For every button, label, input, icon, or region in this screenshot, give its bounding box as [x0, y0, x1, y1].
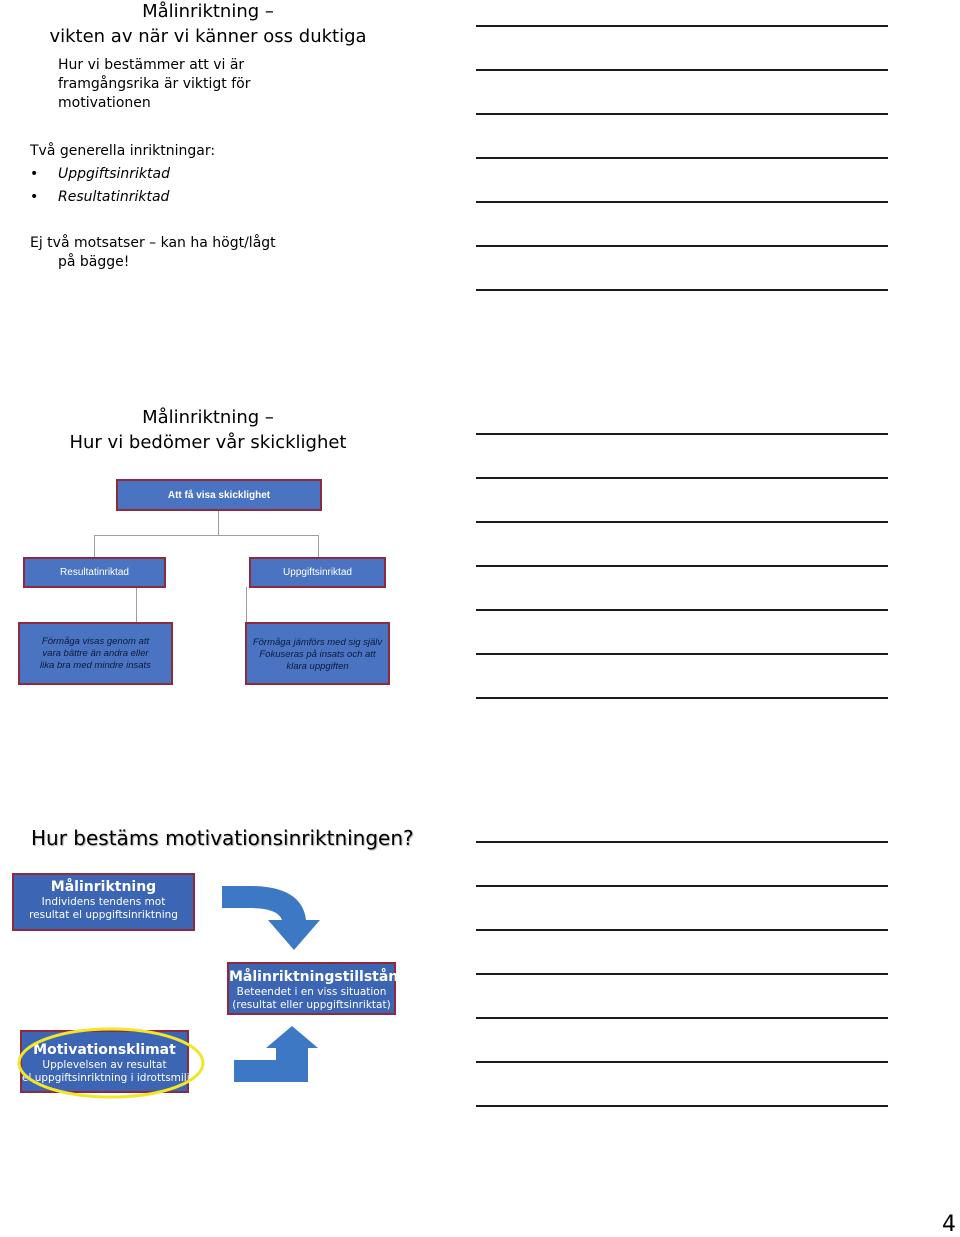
org-box-left-description — [18, 622, 173, 685]
box-malinriktningstillstand — [227, 962, 409, 1015]
slide-2-title — [40, 405, 376, 455]
note-line — [476, 433, 888, 435]
ej-line-1: Ej två motsatser – kan ha högt/lågt — [30, 235, 276, 251]
note-line — [476, 521, 888, 523]
intro-line-1: Hur vi bestämmer att vi är — [58, 57, 245, 73]
org-connector — [318, 535, 319, 558]
note-line — [476, 565, 888, 567]
left-desc-line: lika bra med mindre insats — [40, 659, 151, 671]
intro-line-2: framgångsrika är viktigt för — [58, 76, 251, 92]
bullet-item-1 — [30, 165, 170, 188]
highlight-ellipse — [16, 1026, 206, 1100]
org-box-uppgiftsinriktad: Uppgiftsinriktad — [249, 557, 386, 588]
note-line — [476, 245, 888, 247]
right-desc-line: Fokuseras på insats och att — [259, 649, 376, 660]
slide-2-title-line-2: Hur vi bedömer vår skicklighet — [69, 432, 347, 453]
box-malinriktningstillstand-title: Målinriktningstillstånd — [229, 969, 409, 985]
slide-1-title-line-1: Målinriktning – — [142, 1, 274, 22]
org-connector — [218, 510, 219, 536]
org-box-resultatinriktad: Resultatinriktad — [23, 557, 166, 588]
note-line — [476, 1061, 888, 1063]
note-line — [476, 1017, 888, 1019]
slide-1-title-line-2: vikten av när vi känner oss duktiga — [49, 26, 367, 47]
slide-1-title — [40, 0, 376, 49]
ej-line-2: på bägge! — [58, 254, 130, 270]
note-line — [476, 609, 888, 611]
box-malinriktning-sub: resultat el uppgiftsinriktning — [29, 909, 178, 921]
note-line — [476, 289, 888, 291]
intro-line-3: motivationen — [58, 95, 151, 111]
note-line — [476, 697, 888, 699]
org-connector — [94, 535, 319, 536]
box-malinriktning — [12, 873, 195, 931]
left-desc-line: Förmåga visas genom att — [41, 635, 150, 647]
generella-heading: Två generella inriktningar: — [30, 143, 216, 159]
slide-2-title-line-1: Målinriktning – — [142, 407, 274, 428]
bullet-text: Uppgiftsinriktad — [58, 166, 170, 182]
org-connector — [136, 587, 137, 623]
org-box-top: Att få visa skicklighet — [116, 479, 322, 511]
page-number: 4 — [942, 1212, 956, 1237]
note-line — [476, 653, 888, 655]
note-line — [476, 113, 888, 115]
box-motivationsklimat-sub: el uppgiftsinriktning i idrottsmiljön — [22, 1072, 203, 1084]
note-line — [476, 69, 888, 71]
intro-text — [58, 56, 250, 113]
right-desc-line: klara uppgiften — [286, 661, 349, 672]
note-line — [476, 477, 888, 479]
note-line — [476, 25, 888, 27]
org-connector — [246, 587, 247, 623]
bullet-icon: • — [30, 189, 39, 205]
note-line — [476, 1105, 888, 1107]
note-line — [476, 973, 888, 975]
left-desc-line: vara bättre än andra eller — [42, 647, 149, 659]
curved-arrow-down-icon — [222, 876, 332, 952]
bullet-icon: • — [30, 166, 39, 182]
box-malinriktningstillstand-sub: (resultat eller uppgiftsinriktat) — [232, 999, 391, 1011]
box-motivationsklimat-title: Motivationsklimat — [33, 1042, 176, 1058]
org-connector — [94, 535, 95, 558]
note-line — [476, 201, 888, 203]
box-malinriktning-title: Målinriktning — [50, 879, 157, 895]
right-desc-line: Förmåga jämförs med sig själv — [252, 637, 383, 648]
org-box-right-description — [245, 622, 390, 685]
box-malinriktning-sub: Individens tendens mot — [41, 896, 166, 908]
bullet-text: Resultatinriktad — [58, 189, 170, 205]
note-line — [476, 157, 888, 159]
ej-motsatser-text — [30, 234, 276, 272]
box-motivationsklimat-sub: Upplevelsen av resultat — [42, 1059, 167, 1071]
note-line — [476, 885, 888, 887]
slide-3-title: Hur bestäms motivationsinriktningen? — [31, 826, 414, 850]
box-malinriktningstillstand-sub: Beteendet i en viss situation — [236, 986, 387, 998]
note-line — [476, 841, 888, 843]
note-line — [476, 929, 888, 931]
bullet-item-2 — [30, 188, 170, 211]
bullet-list — [30, 165, 170, 211]
arrow-up-icon — [234, 1026, 324, 1098]
